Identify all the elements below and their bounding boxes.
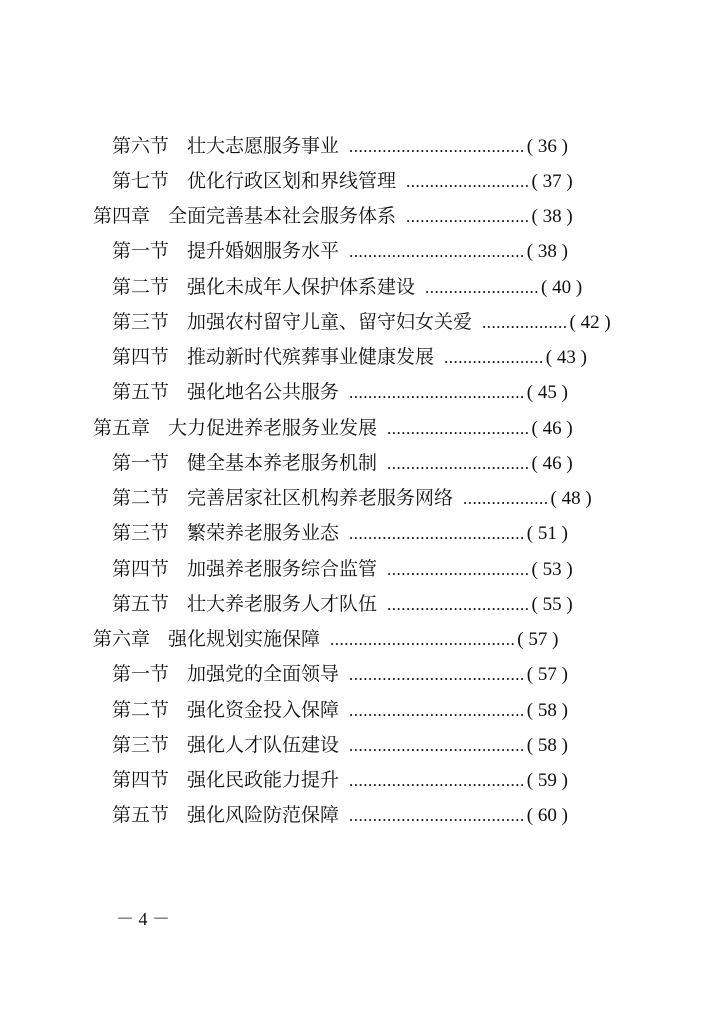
toc-line-section xyxy=(112,166,573,196)
toc-line-section xyxy=(112,236,568,266)
toc-title: 繁荣养老服务业态 xyxy=(187,522,340,544)
toc-leader-dots: .................. xyxy=(463,489,549,508)
toc-page-number: ( 43 ) xyxy=(545,347,587,368)
toc-page-number: ( 42 ) xyxy=(569,312,611,333)
toc-leader-dots: ..................................... xyxy=(349,771,525,790)
toc-title: 强化民政能力提升 xyxy=(187,769,340,791)
toc-label: 第一节 xyxy=(112,240,170,262)
toc-label: 第五节 xyxy=(112,593,170,615)
toc-label: 第二节 xyxy=(112,276,170,298)
toc-page-number: ( 37 ) xyxy=(531,171,573,192)
toc-title: 加强党的全面领导 xyxy=(187,663,340,685)
toc-label: 第七节 xyxy=(112,170,170,192)
toc-leader-dots: .......................... xyxy=(406,207,530,226)
toc-leader-dots: ........................ xyxy=(425,278,540,297)
toc-line-section xyxy=(112,589,573,619)
toc-line-section xyxy=(112,554,573,584)
toc-page-number: ( 36 ) xyxy=(526,136,568,157)
toc-page-number: ( 46 ) xyxy=(531,418,573,439)
toc-title: 完善居家社区机构养老服务网络 xyxy=(187,487,454,509)
page-number: － 4 － xyxy=(116,909,170,929)
toc-line-section xyxy=(112,448,573,478)
toc-label: 第四章 xyxy=(93,205,151,227)
toc-label: 第三节 xyxy=(112,734,170,756)
toc-leader-dots: .......................... xyxy=(406,172,530,191)
toc-label: 第五节 xyxy=(112,381,170,403)
toc-line-section xyxy=(112,659,568,689)
toc-line-chapter xyxy=(93,624,558,654)
toc-leader-dots: .............................. xyxy=(387,419,530,438)
toc-leader-dots: .................. xyxy=(482,313,568,332)
toc-line-section xyxy=(112,695,568,725)
toc-title: 提升婚姻服务水平 xyxy=(187,240,340,262)
toc-line-section xyxy=(112,342,587,372)
toc-label: 第四节 xyxy=(112,769,170,791)
toc-label: 第二节 xyxy=(112,699,170,721)
toc-page-number: ( 40 ) xyxy=(541,277,583,298)
toc-line-section xyxy=(112,483,592,513)
toc-title: 大力促进养老服务业发展 xyxy=(168,417,378,439)
toc-line-section xyxy=(112,377,568,407)
toc-page-number: ( 45 ) xyxy=(526,382,568,403)
toc-page-number: ( 57 ) xyxy=(526,664,568,685)
toc-label: 第一节 xyxy=(112,663,170,685)
toc-page-number: ( 57 ) xyxy=(517,629,559,650)
toc-page-number: ( 48 ) xyxy=(550,488,592,509)
toc-line-section xyxy=(112,307,611,337)
toc-label: 第六节 xyxy=(112,135,170,157)
toc-page-number: ( 58 ) xyxy=(526,700,568,721)
toc-page-number: ( 51 ) xyxy=(526,523,568,544)
toc-page-number: ( 38 ) xyxy=(526,241,568,262)
toc-title: 加强农村留守儿童、留守妇女关爱 xyxy=(187,311,473,333)
toc-title: 强化风险防范保障 xyxy=(187,804,340,826)
toc-line-section xyxy=(112,730,568,760)
toc-label: 第二节 xyxy=(112,487,170,509)
toc-leader-dots: ..................................... xyxy=(349,524,525,543)
toc-page-number: ( 60 ) xyxy=(526,805,568,826)
toc-leader-dots: ....................................... xyxy=(330,630,516,649)
toc-page-number: ( 46 ) xyxy=(531,453,573,474)
toc-line-section xyxy=(112,131,568,161)
toc-page-number: ( 38 ) xyxy=(531,206,573,227)
toc-label: 第四节 xyxy=(112,346,170,368)
toc-label: 第一节 xyxy=(112,452,170,474)
toc-page-number: ( 53 ) xyxy=(531,559,573,580)
toc-line-section xyxy=(112,272,582,302)
toc-page-number: ( 58 ) xyxy=(526,735,568,756)
toc-title: 强化地名公共服务 xyxy=(187,381,340,403)
toc-leader-dots: ..................................... xyxy=(349,736,525,755)
toc-title: 全面完善基本社会服务体系 xyxy=(168,205,397,227)
toc-title: 健全基本养老服务机制 xyxy=(187,452,378,474)
toc-label: 第五节 xyxy=(112,804,170,826)
toc-leader-dots: ..................................... xyxy=(349,665,525,684)
toc-label: 第三节 xyxy=(112,311,170,333)
toc-title: 强化规划实施保障 xyxy=(168,628,321,650)
toc-label: 第六章 xyxy=(93,628,151,650)
toc-title: 加强养老服务综合监管 xyxy=(187,558,378,580)
toc-leader-dots: ..................................... xyxy=(349,383,525,402)
toc-title: 推动新时代殡葬事业健康发展 xyxy=(187,346,435,368)
toc-line-section xyxy=(112,800,568,830)
toc-label: 第四节 xyxy=(112,558,170,580)
toc-title: 强化人才队伍建设 xyxy=(187,734,340,756)
toc-title: 壮大志愿服务事业 xyxy=(187,135,340,157)
toc-line-chapter xyxy=(93,413,573,443)
toc-title: 壮大养老服务人才队伍 xyxy=(187,593,378,615)
toc-leader-dots: ..................................... xyxy=(349,806,525,825)
toc-leader-dots: ..................................... xyxy=(349,701,525,720)
toc-leader-dots: ..................................... xyxy=(349,242,525,261)
toc-label: 第五章 xyxy=(93,417,151,439)
toc-leader-dots: .............................. xyxy=(387,595,530,614)
toc-leader-dots: .............................. xyxy=(387,560,530,579)
toc-title: 强化未成年人保护体系建设 xyxy=(187,276,416,298)
toc-line-chapter xyxy=(93,201,573,231)
toc-line-section xyxy=(112,765,568,795)
toc-title: 优化行政区划和界线管理 xyxy=(187,170,397,192)
toc-leader-dots: ..................................... xyxy=(349,137,525,156)
toc-title: 强化资金投入保障 xyxy=(187,699,340,721)
toc-line-section xyxy=(112,518,568,548)
toc-leader-dots: ..................... xyxy=(444,348,544,367)
toc-label: 第三节 xyxy=(112,522,170,544)
toc-page-number: ( 55 ) xyxy=(531,594,573,615)
toc-page-number: ( 59 ) xyxy=(526,770,568,791)
toc-leader-dots: .............................. xyxy=(387,454,530,473)
